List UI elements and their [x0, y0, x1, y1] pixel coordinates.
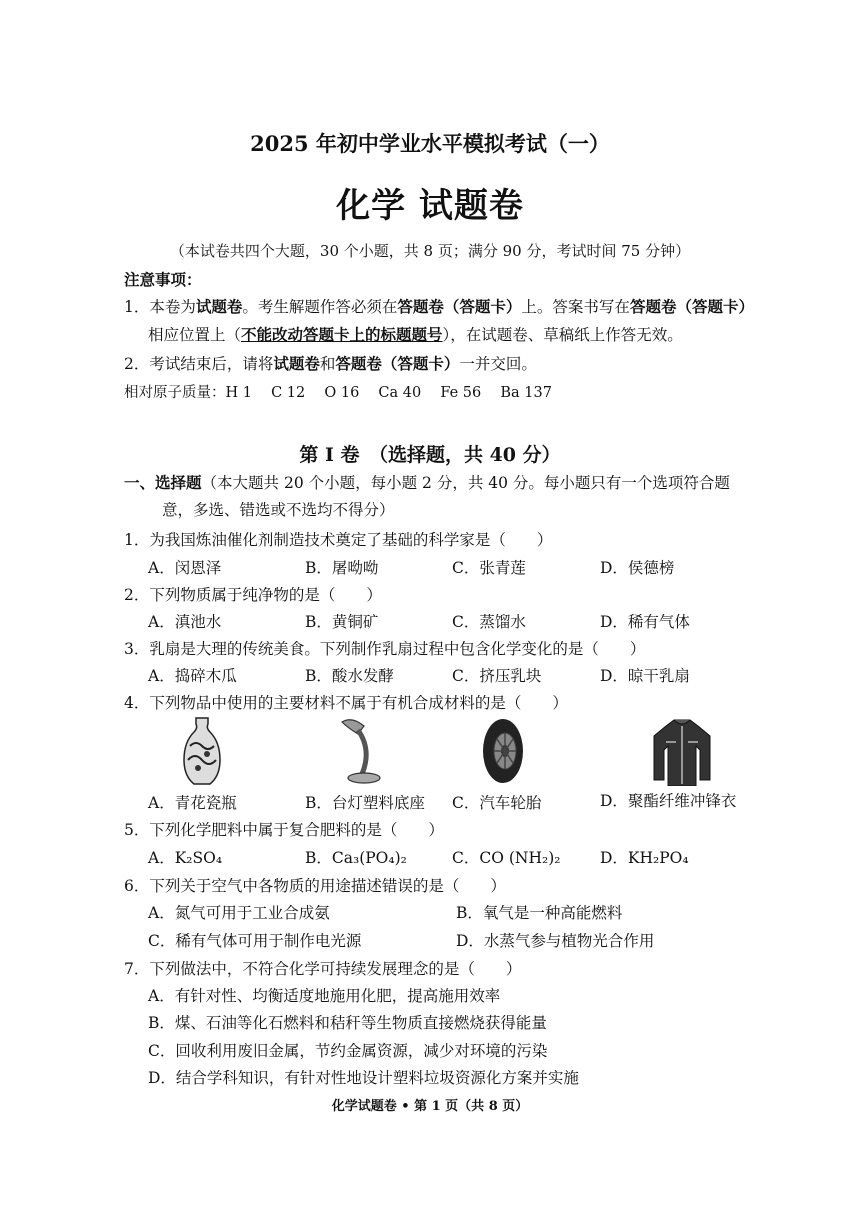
q6-option-a: A．氮气可用于工业合成氨: [148, 904, 330, 922]
q6-option-c: C．稀有气体可用于制作电光源: [148, 932, 362, 950]
q5-option-c: C．CO (NH₂)₂: [452, 849, 561, 867]
question-4-stem: 4．下列物品中使用的主要材料不属于有机合成材料的是（ ）: [124, 694, 568, 712]
q4-option-c: C．汽车轮胎: [452, 794, 542, 812]
question-7-stem: 7．下列做法中，不符合化学可持续发展理念的是（ ）: [124, 960, 522, 978]
section-intro: 一、选择题（本大题共 20 个小题，每小题 2 分，共 40 分。每小题只有一个选项符合题: [124, 473, 730, 492]
q4-option-b: B．台灯塑料底座: [305, 794, 425, 812]
q7-option-d: D．结合学科知识，有针对性地设计塑料垃圾资源化方案并实施: [148, 1069, 579, 1087]
paper-title: 化学 试题卷: [336, 186, 524, 226]
note-1-cont: 相应位置上（不能改动答题卡上的标题题号），在试题卷、草稿纸上作答无效。: [148, 325, 683, 344]
section-title: 第 I 卷 （选择题，共 40 分）: [299, 444, 561, 466]
atomic-masses: 相对原子质量：H 1 C 12 O 16 Ca 40 Fe 56 Ba 137: [124, 385, 552, 401]
exam-title: 2025 年初中学业水平模拟考试（一）: [250, 131, 610, 156]
q7-option-b: B．煤、石油等化石燃料和秸秆等生物质直接燃烧获得能量: [148, 1014, 547, 1032]
question-3-stem: 3．乳扇是大理的传统美食。下列制作乳扇过程中包含化学变化的是（ ）: [124, 640, 646, 658]
question-2-stem: 2．下列物质属于纯净物的是（ ）: [124, 586, 382, 604]
q3-option-b: B．酸水发酵: [305, 667, 394, 685]
note-1: 1．本卷为试题卷。考生解题作答必须在答题卷（答题卡）上。答案书写在答题卷（答题卡）: [124, 297, 754, 316]
q4-option-d: D．聚酯纤维冲锋衣: [600, 792, 737, 810]
question-5-stem: 5．下列化学肥料中属于复合肥料的是（ ）: [124, 821, 444, 839]
car-tire-image: [480, 716, 526, 786]
q1-option-a: A．闵恩泽: [148, 559, 222, 577]
q4-option-a: A．青花瓷瓶: [148, 794, 237, 812]
q6-option-b: B．氧气是一种高能燃料: [456, 904, 623, 922]
question-6-stem: 6．下列关于空气中各物质的用途描述错误的是（ ）: [124, 877, 506, 895]
q3-option-d: D．晾干乳扇: [600, 667, 690, 685]
q7-option-a: A．有针对性、均衡适度地施用化肥，提高施用效率: [148, 987, 501, 1005]
note-2: 2．考试结束后，请将试题卷和答题卷（答题卡）一并交回。: [124, 354, 537, 373]
jacket-image: [652, 716, 712, 786]
q5-option-a: A．K₂SO₄: [148, 849, 223, 867]
q6-option-d: D．水蒸气参与植物光合作用: [456, 932, 655, 950]
q7-option-c: C．回收利用废旧金属，节约金属资源，减少对环境的污染: [148, 1042, 548, 1060]
q5-option-b: B．Ca₃(PO₄)₂: [305, 849, 407, 867]
notes-heading: 注意事项：: [124, 270, 202, 289]
q3-option-a: A．捣碎木瓜: [148, 667, 237, 685]
desk-lamp-image: [336, 716, 384, 786]
q1-option-d: D．侯德榜: [600, 559, 675, 577]
q2-option-b: B．黄铜矿: [305, 613, 379, 631]
q5-option-d: D．KH₂PO₄: [600, 849, 689, 867]
q1-option-b: B．屠呦呦: [305, 559, 379, 577]
q3-option-c: C．挤压乳块: [452, 667, 542, 685]
page-footer: 化学试题卷 • 第 1 页（共 8 页）: [331, 1099, 529, 1114]
section-intro-cont: 意，多选、错选或不选均不得分）: [162, 501, 395, 519]
q2-option-d: D．稀有气体: [600, 613, 690, 631]
question-1-stem: 1．为我国炼油催化剂制造技术奠定了基础的科学家是（ ）: [124, 531, 553, 549]
q2-option-a: A．滇池水: [148, 613, 222, 631]
porcelain-vase-image: [182, 716, 222, 786]
q1-option-c: C．张青莲: [452, 559, 526, 577]
exam-info: （本试卷共四个大题，30 个小题，共 8 页；满分 90 分，考试时间 75 分钟）: [169, 242, 691, 260]
q2-option-c: C．蒸馏水: [452, 613, 526, 631]
